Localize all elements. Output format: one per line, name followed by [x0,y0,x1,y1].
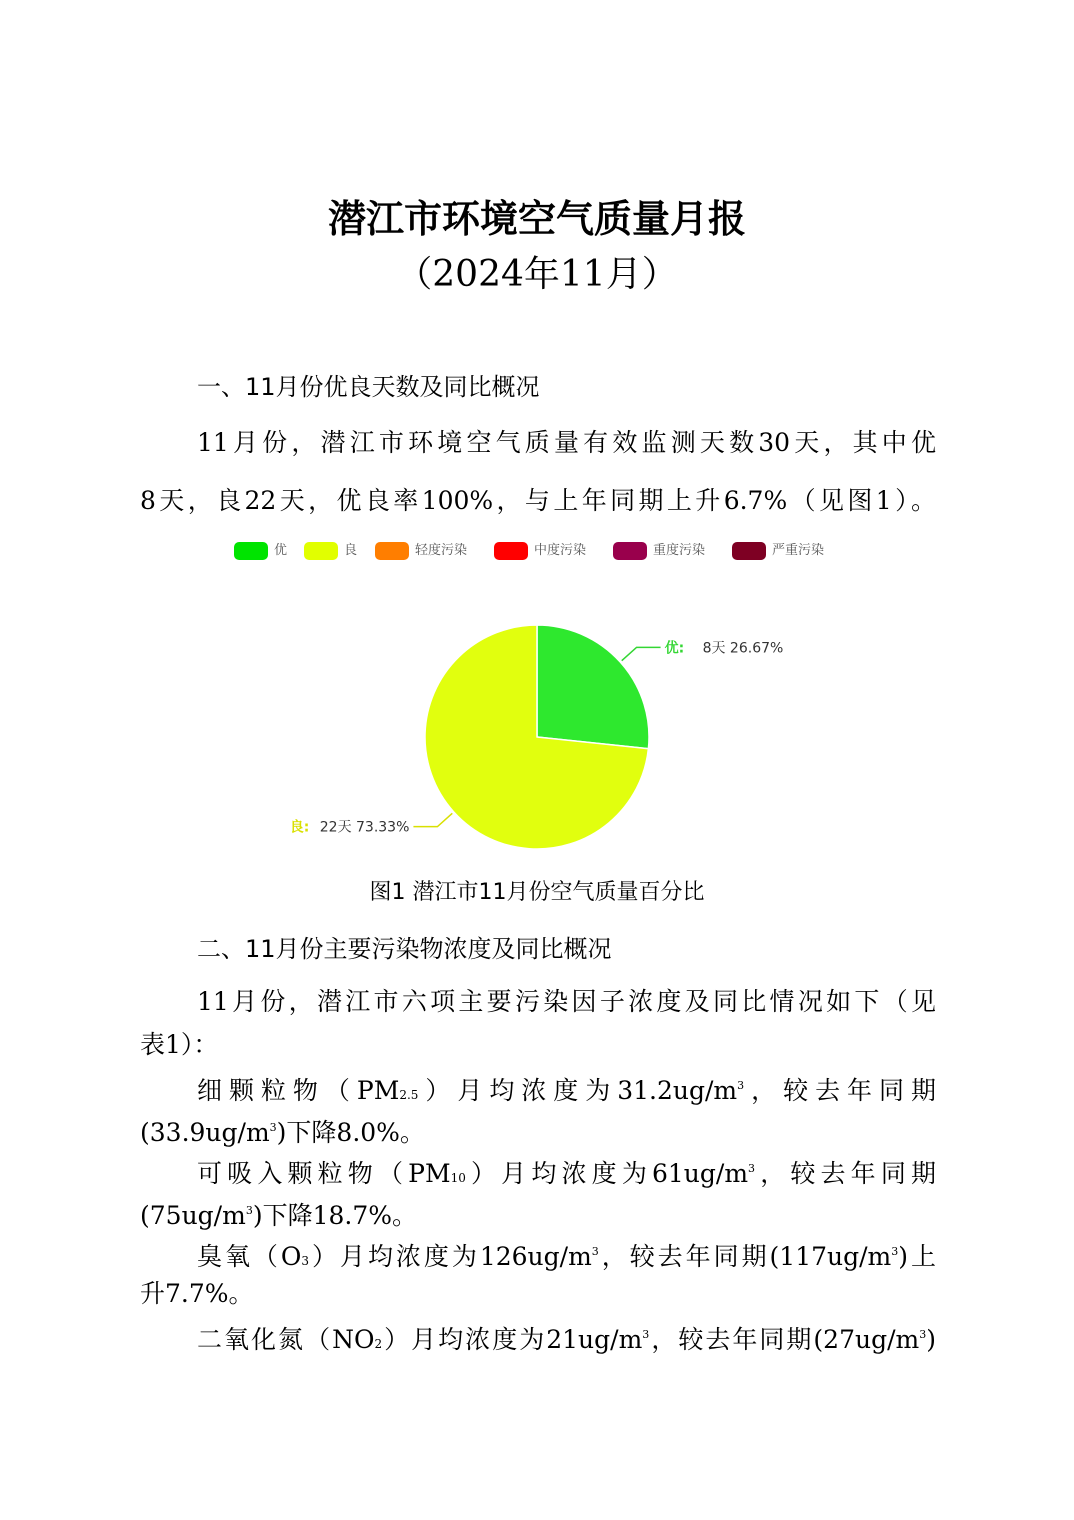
legend-swatch [234,542,268,560]
legend-label: 优 [274,543,288,558]
legend-label: 重度污染 [653,543,706,558]
pm25-line1: 细颗粒物（PM2.5）月均浓度为$31.2ug/m^3$，较去年同期 [197,1076,936,1105]
no2-line1: 二氧化氮（NO2）月均浓度为$21ug/m^3$，较去年同期$(27ug/m^3)$ [197,1325,936,1354]
pm10-line1: 可吸入颗粒物（PM10）月均浓度为$61ug/m^3$，较去年同期 [197,1159,937,1188]
chart-legend [0,540,1074,562]
legend-swatch [494,542,528,560]
pie-slice-0[interactable] [537,625,649,749]
pie-label-name-1: 良: [289,819,310,836]
pm10-line2: $(75ug/m^3)$下降18.7%。 [140,1201,417,1230]
pie-slices [425,625,649,849]
o3-line1: 臭氧（O3）月均浓度为$126ug/m^3$，较去年同期$(117ug/m^3)$上 [197,1242,936,1271]
pie-leader-line-1 [413,813,452,826]
report-title: 潜江市环境空气质量月报 [327,196,746,241]
report-subtitle: （2024年11月） [396,254,678,295]
legend-swatch [613,542,647,560]
pie-label-value-0: 8天 26.67% [702,640,784,657]
legend-label: 轻度污染 [415,543,468,558]
section1-paragraph-line1: 11月份，潜江市环境空气质量有效监测天数30天，其中优 [197,428,936,457]
legend-label: 良 [344,543,358,558]
pm25-line2: $(33.9ug/m^3)$下降8.0%。 [140,1118,425,1147]
section2-heading: 二、11月份主要污染物浓度及同比概况 [197,935,612,963]
section1-paragraph-line2: 8天，良22天，优良率100%，与上年同期上升6.7%（见图1）。 [140,486,936,515]
legend-swatch [304,542,338,560]
section1-heading: 一、11月份优良天数及同比概况 [197,373,540,401]
legend-swatch [375,542,409,560]
legend-swatch [732,542,766,560]
pie-leader-line-0 [622,647,661,660]
section2-intro-line2: 表1）： [140,1030,219,1059]
legend-label: 中度污染 [534,543,587,558]
pie-label-value-1: 22天 73.33% [319,819,410,836]
legend-label: 严重污染 [772,543,825,558]
pie-chart [0,570,1074,870]
o3-line2: 升7.7%。 [140,1279,254,1308]
section2-intro-line1: 11月份，潜江市六项主要污染因子浓度及同比情况如下（见 [197,987,936,1016]
chart-caption: 图1 潜江市11月份空气质量百分比 [369,880,705,905]
pie-label-name-0: 优: [664,640,685,657]
